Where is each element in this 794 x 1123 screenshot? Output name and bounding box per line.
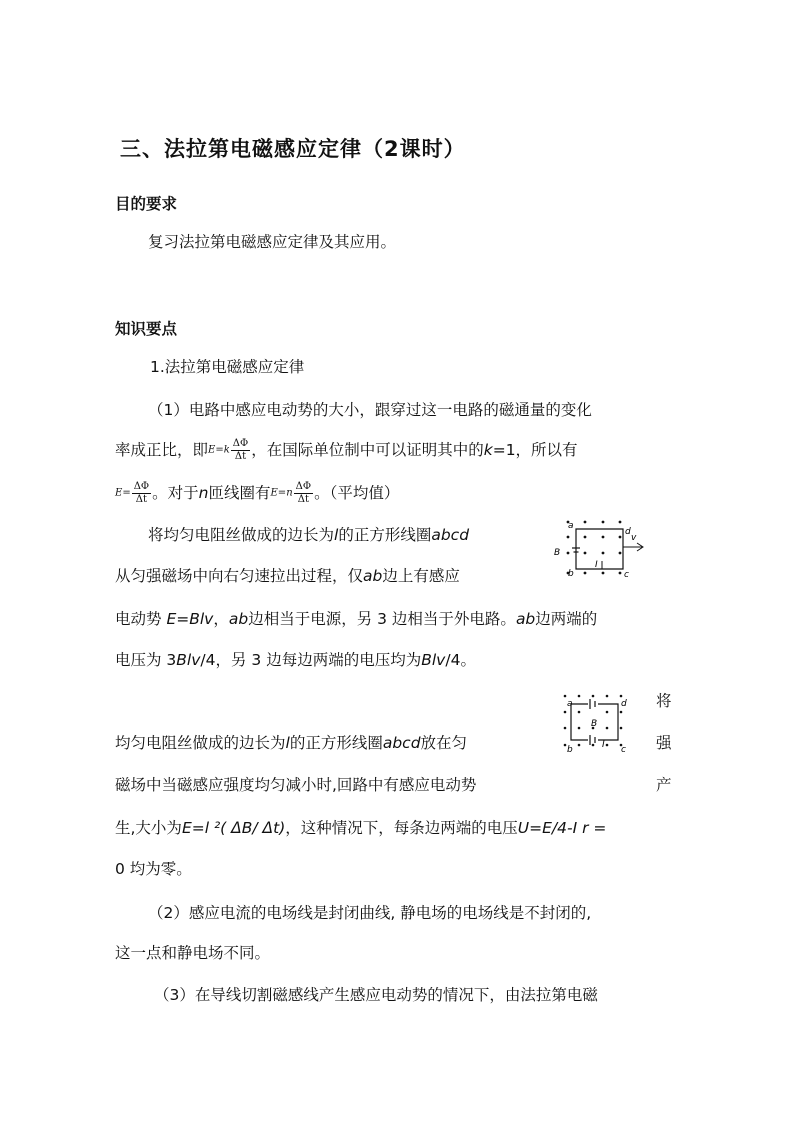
fraction-dphi-dt-2: $\frac{\Delta\Phi}{\Delta t}$ <box>133 481 150 505</box>
pull-line4: 电压为 3Blv/4，另 3 边每边两端的电压均为Blv/4。 <box>115 651 476 669</box>
pull-line1: 将均匀电阻丝做成的边长为l的正方形线圈abcd <box>148 526 470 544</box>
goals-heading: 目的要求 <box>115 195 178 213</box>
fig2-label-b: b <box>567 745 573 755</box>
para2-line1: （2）感应电流的电场线是封闭曲线, 静电场的电场线是不封闭的, <box>148 904 592 922</box>
fig2-label-c: c <box>621 745 626 755</box>
fig1-label-B: B <box>554 548 561 558</box>
fig2-label-B: B <box>591 719 598 729</box>
fig1-label-I: I <box>595 560 598 570</box>
field-side-char-1: 将 <box>656 692 672 710</box>
item1-title: 1.法拉第电磁感应定律 <box>150 358 305 376</box>
para1-line1: （1）电路中感应电动势的大小，跟穿过这一电路的磁通量的变化 <box>148 401 592 419</box>
fig2-label-a: a <box>567 699 573 709</box>
para2-line2: 这一点和静电场不同。 <box>115 944 271 962</box>
page-title: 三、法拉第电磁感应定律（2课时） <box>120 137 466 161</box>
fig2-label-I: I <box>602 740 605 750</box>
figure-coil-pulled-out <box>548 517 648 582</box>
fraction-dphi-dt-3: $\frac{\Delta\Phi}{\Delta t}$ <box>295 481 312 505</box>
field-side-char-3: 产 <box>656 776 672 794</box>
formula-E: E= <box>115 487 131 499</box>
formula-E-n: E=n <box>270 487 293 499</box>
goals-text: 复习法拉第电磁感应定律及其应用。 <box>148 233 397 251</box>
field-line3: 生,大小为E=l ²( ΔB/ Δt)，这种情况下，每条边两端的电压U=E/4-I r = <box>115 819 607 837</box>
para1-line2: 率成正比，即E=k $\frac{\Delta\Phi}{\Delta t}$ ，在国际单位制中可以证明其中的k=1，所以有 <box>115 438 578 462</box>
fig2-label-d: d <box>621 699 627 709</box>
field-line4: 0 均为零。 <box>115 860 192 878</box>
field-line2: 磁场中当磁感应强度均匀减小时,回路中有感应电动势 <box>115 776 477 794</box>
fig1-label-d: d <box>625 527 631 537</box>
field-side-char-2: 强 <box>656 734 672 752</box>
fig1-label-v: v <box>631 533 637 543</box>
fraction-dphi-dt: $\frac{\Delta\Phi}{\Delta t}$ <box>232 438 249 462</box>
pull-line2: 从匀强磁场中向右匀速拉出过程，仅ab边上有感应 <box>115 567 460 585</box>
fig1-label-c: c <box>624 570 629 580</box>
key-points-heading: 知识要点 <box>115 320 178 338</box>
figure-coil-in-field <box>560 690 636 758</box>
fig1-label-a: a <box>568 521 574 531</box>
field-line1: 均匀电阻丝做成的边长为l的正方形线圈abcd放在匀 <box>115 734 468 752</box>
formula-E-k: E=k <box>208 444 230 456</box>
para3-line1: （3）在导线切割磁感线产生感应电动势的情况下，由法拉第电磁 <box>154 986 598 1004</box>
fig1-label-b: b <box>568 569 574 579</box>
para1-line3: E= $\frac{\Delta\Phi}{\Delta t}$ 。对于n匝线圈有E=n $\frac{\Delta\Phi}{\Delta t}$ 。（平均值） <box>115 481 400 505</box>
pull-line3: 电动势 E=Blv，ab边相当于电源，另 3 边相当于外电路。ab边两端的 <box>115 610 598 628</box>
